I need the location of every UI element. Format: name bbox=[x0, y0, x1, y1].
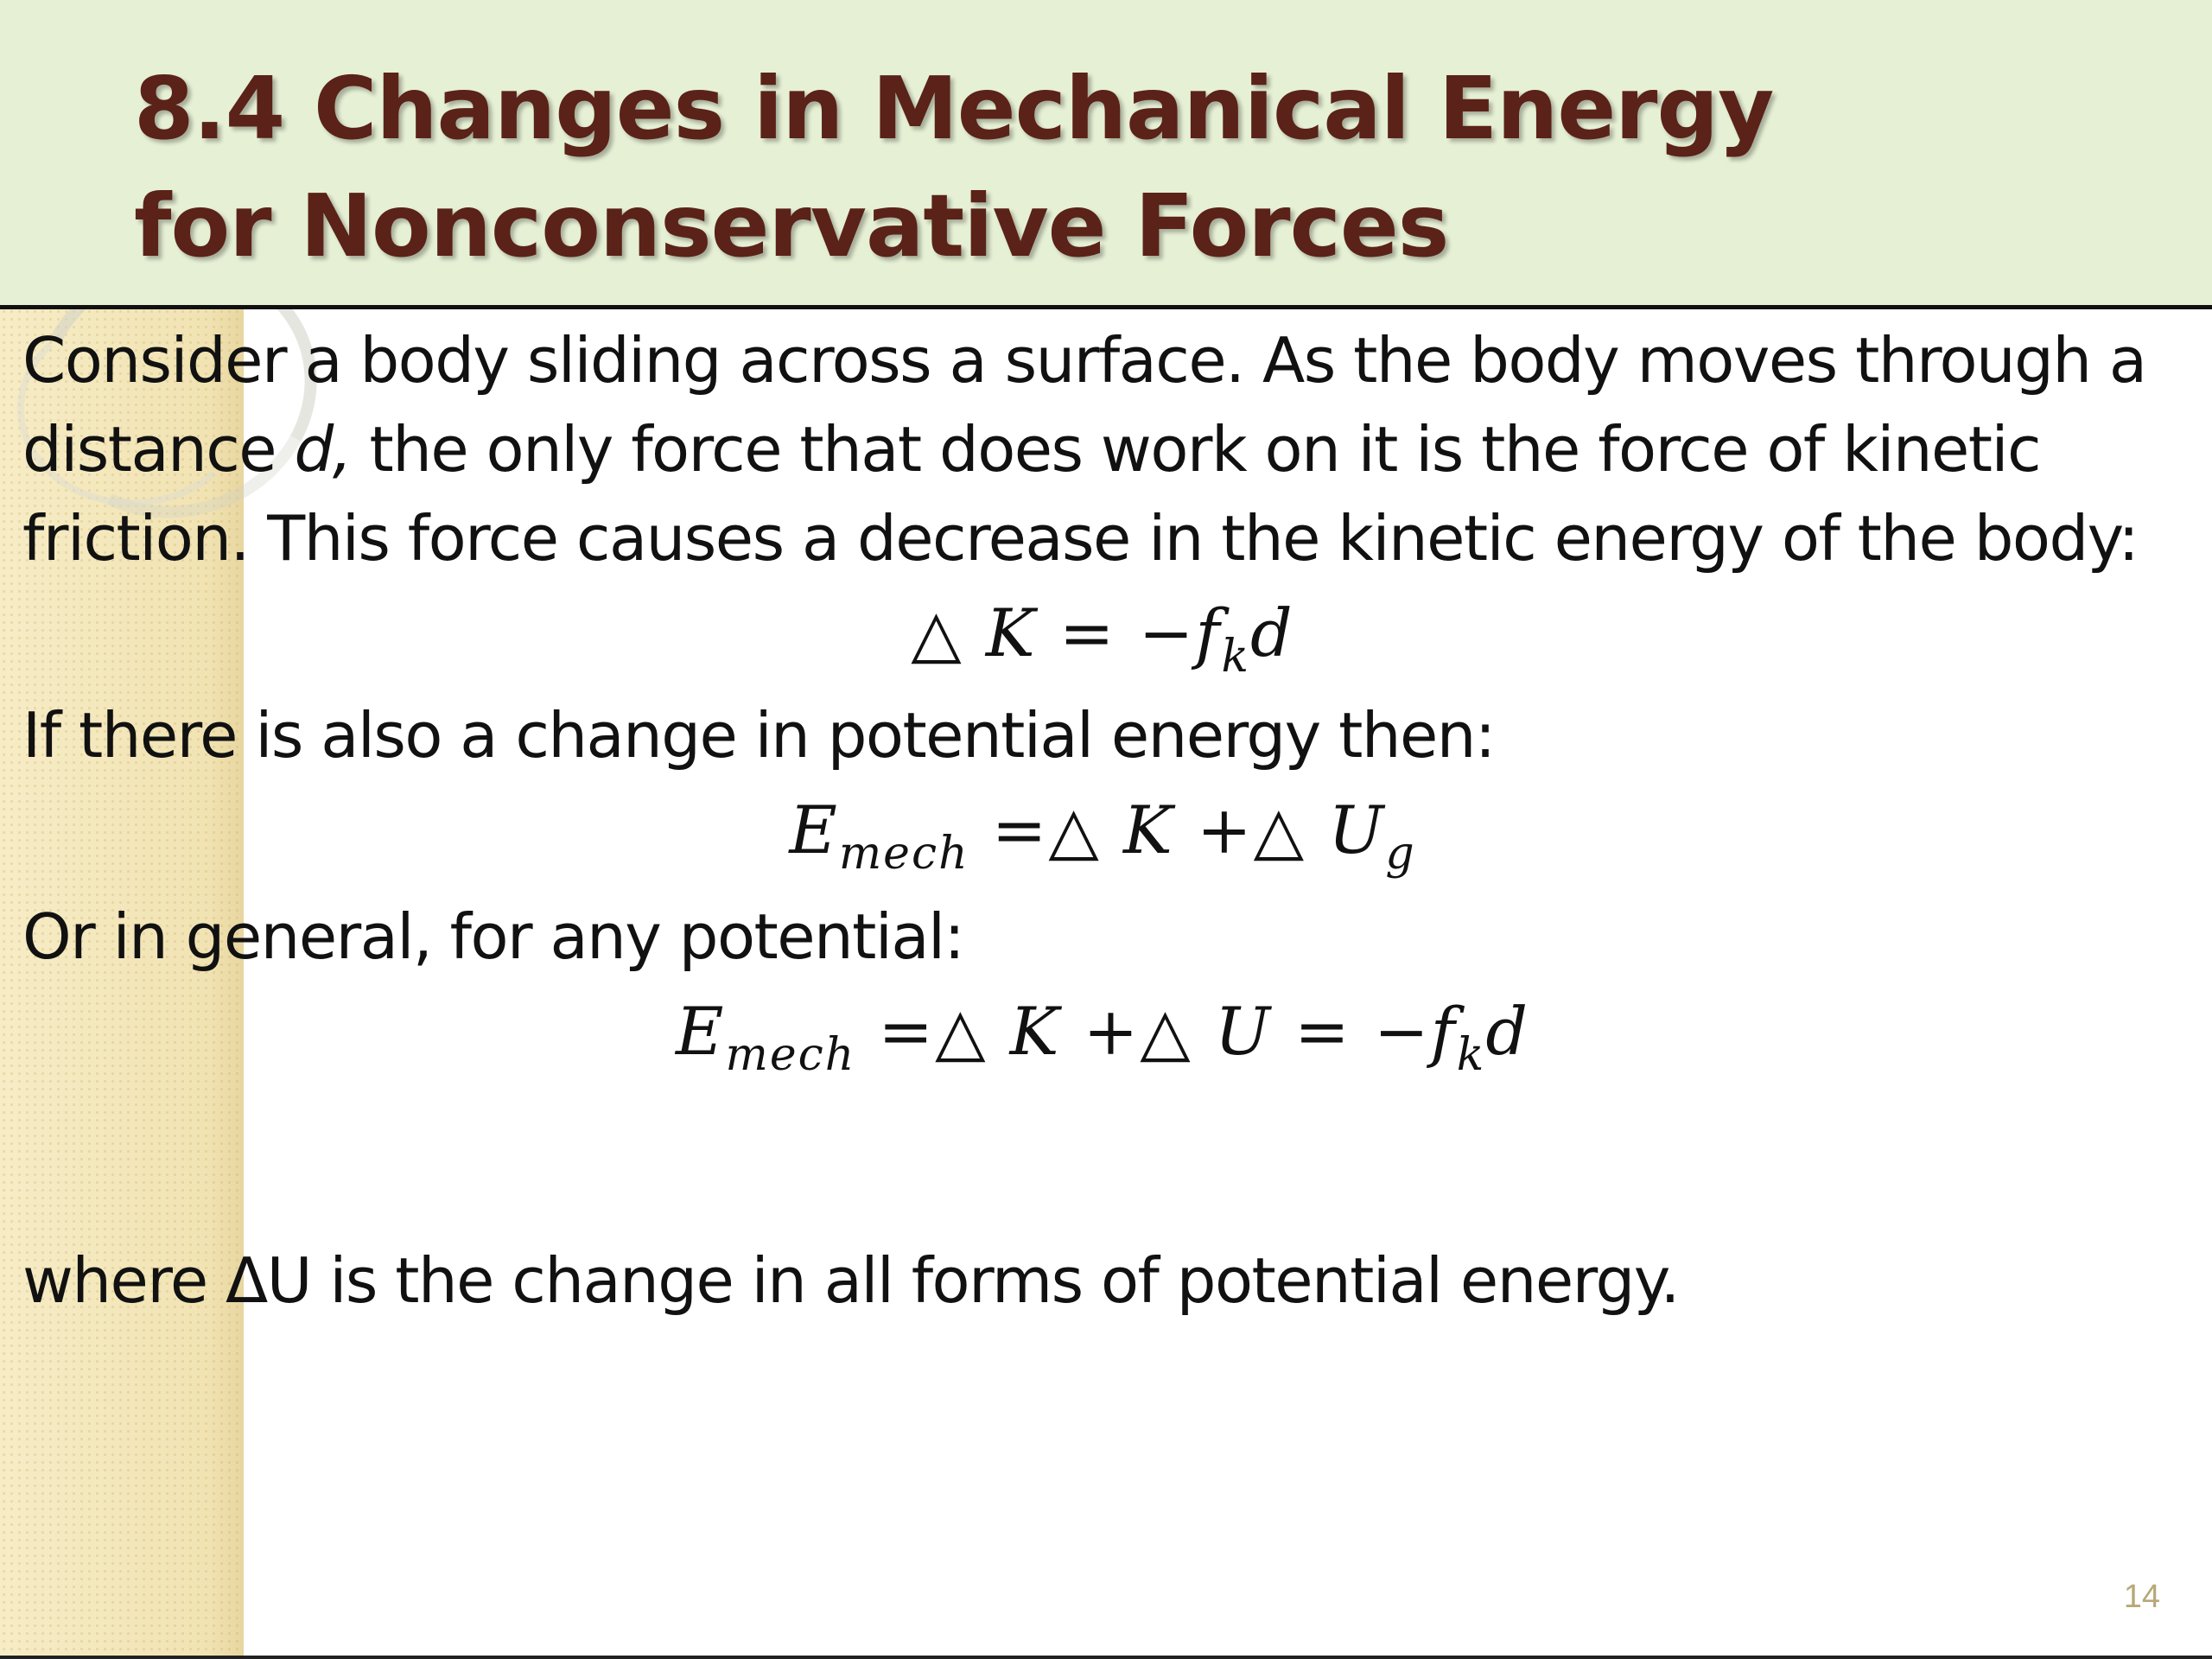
eq1-d: d bbox=[1250, 594, 1294, 671]
bottom-divider bbox=[0, 1656, 2212, 1659]
eq3-equals: = bbox=[855, 993, 936, 1070]
eq3-U: U bbox=[1192, 993, 1295, 1070]
eq3-E: E bbox=[676, 993, 726, 1070]
paragraph-general: Or in general, for any potential: bbox=[22, 900, 964, 973]
paragraph-potential: If there is also a change in potential energy then: bbox=[22, 699, 1495, 772]
eq1-delta: △ bbox=[911, 594, 963, 671]
equation-kinetic-energy bbox=[22, 583, 2183, 683]
eq3-sub-k: k bbox=[1456, 1029, 1486, 1081]
eq2-K: K bbox=[1100, 791, 1197, 868]
paragraph-where: where ΔU is the change in all forms of potential energy. bbox=[22, 1244, 1679, 1317]
eq3-equals-2: = − bbox=[1294, 993, 1431, 1070]
slide-body bbox=[22, 316, 2183, 1325]
para1-text-b: the only force that does work on it is the force of kinetic friction. This force causes a decrease in the kinetic energy of the body: bbox=[22, 413, 2139, 575]
title-line-2: for Nonconservative Forces bbox=[134, 175, 1449, 276]
eq2-U: U bbox=[1306, 791, 1386, 868]
eq1-f: f bbox=[1195, 594, 1222, 671]
title-line-1: 8.4 Changes in Mechanical Energy bbox=[134, 58, 1774, 159]
eq3-sub-mech: mech bbox=[725, 1029, 856, 1081]
slide-header bbox=[0, 0, 2212, 309]
eq3-K: K bbox=[987, 993, 1084, 1070]
eq1-equals: = − bbox=[1036, 594, 1196, 671]
eq1-K: K bbox=[985, 594, 1037, 671]
variable-d: d, bbox=[294, 413, 352, 486]
slide-title bbox=[134, 50, 1773, 285]
eq3-f: f bbox=[1430, 993, 1457, 1070]
eq3-delta-1: △ bbox=[935, 993, 988, 1070]
eq2-E: E bbox=[789, 791, 839, 868]
equation-general bbox=[22, 982, 2183, 1081]
eq2-sub-mech: mech bbox=[838, 828, 969, 880]
eq2-equals: = bbox=[969, 791, 1049, 868]
eq3-d: d bbox=[1485, 993, 1529, 1070]
equation-mechanical-energy bbox=[22, 780, 2183, 884]
paragraph-intro bbox=[22, 316, 2183, 583]
eq2-sub-g: g bbox=[1385, 828, 1416, 880]
eq3-plus: + bbox=[1083, 993, 1141, 1070]
eq3-delta-2: △ bbox=[1140, 993, 1192, 1070]
eq1-sub-k: k bbox=[1221, 631, 1251, 683]
para1-text-a: Consider a body sliding across a surface. As the body moves through a distance bbox=[22, 324, 2146, 486]
eq2-delta-1: △ bbox=[1048, 791, 1101, 868]
page-number: 14 bbox=[2123, 1579, 2160, 1615]
eq2-delta-2: △ bbox=[1253, 791, 1306, 868]
eq2-plus: + bbox=[1196, 791, 1254, 868]
